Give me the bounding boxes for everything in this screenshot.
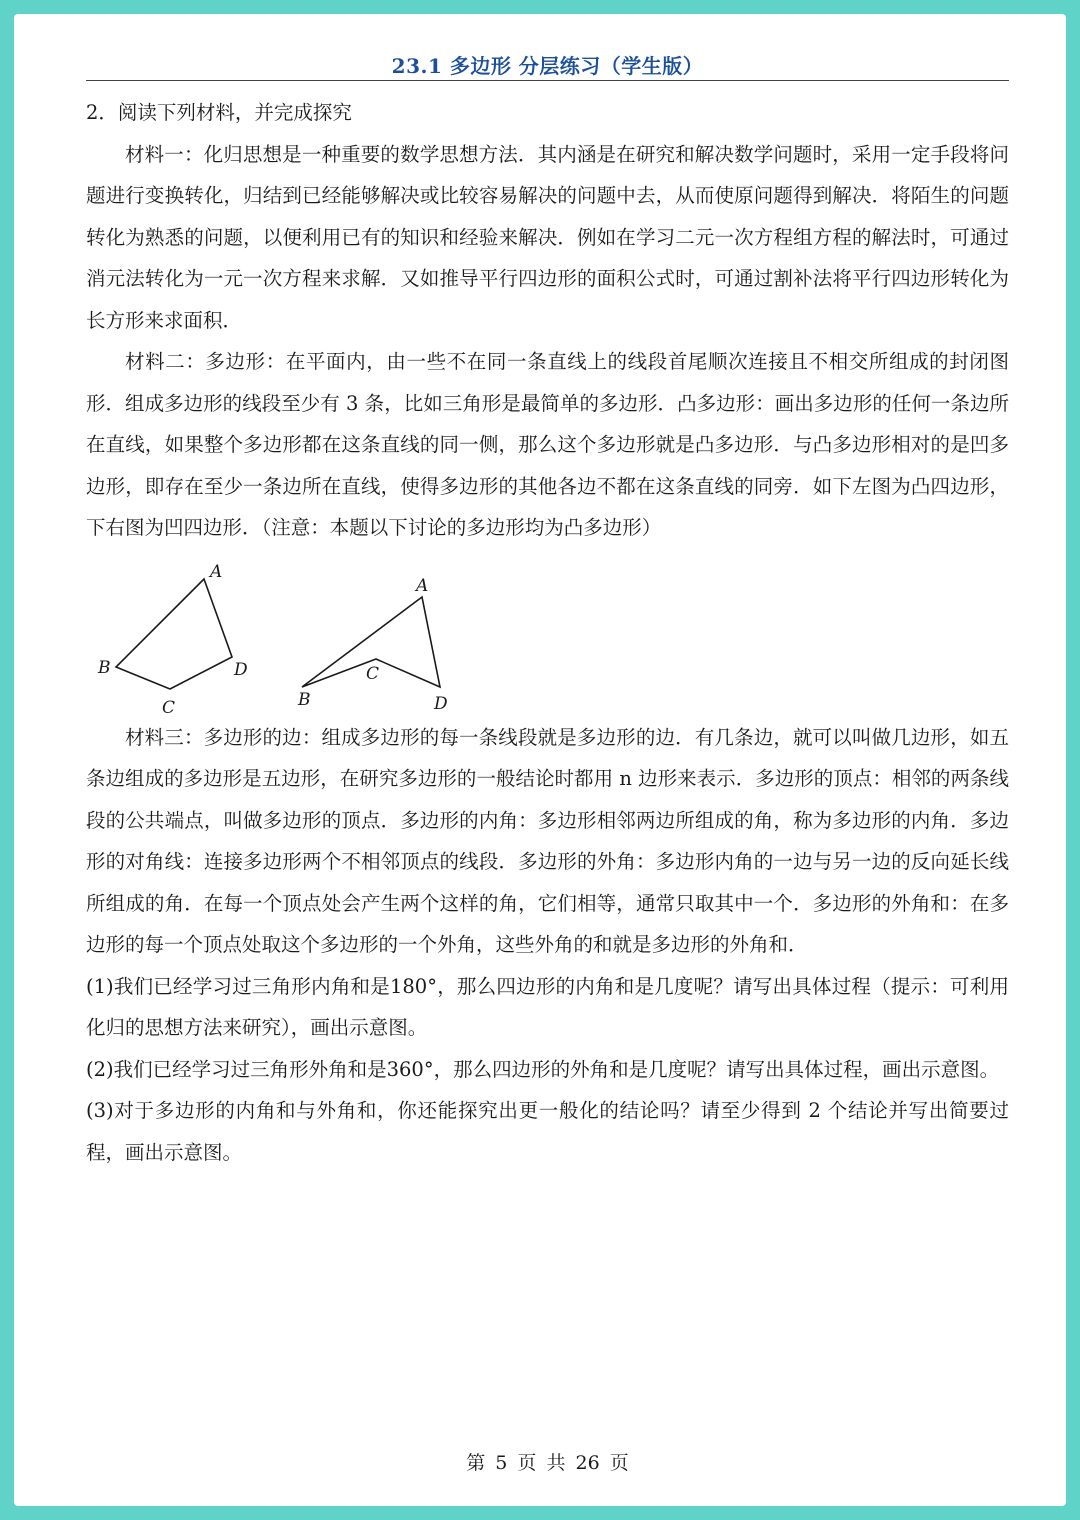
material-one: 材料一：化归思想是一种重要的数学思想方法．其内涵是在研究和解决数学问题时，采用一定手段将问题进行变换转化，归结到已经能够解决或比较容易解决的问题中去，从而使原问题得到解决．将陌生的问题转化为熟悉的问题，以便利用已有的知识和经验来解决．例如在学习二元一次方程组方程的解法时，可通过消元法转化为一元一次方程来求解．又如推导平行四边形的面积公式时，可通过割补法将平行四边形转化为长方形来求面积．: [86, 142, 1009, 332]
header-rule: [86, 80, 1009, 81]
question-3: (3)对于多边形的内角和与外角和，你还能探究出更一般化的结论吗？请至少得到 2 个结论并写出简要过程，画出示意图。: [86, 1099, 1009, 1164]
convex-label-b: B: [98, 657, 111, 678]
convex-label-a: A: [210, 561, 223, 582]
document-page: [14, 14, 1066, 1506]
convex-quadrilateral-figure: [97, 562, 248, 717]
concave-label-b: B: [298, 689, 311, 710]
convex-label-d: D: [234, 659, 248, 680]
question-1: (1)我们已经学习过三角形内角和是180°，那么四边形的内角和是几度呢？请写出具体过程（提示：可利用化归的思想方法来研究），画出示意图。: [86, 974, 1009, 1039]
material-three: 材料三：多边形的边：组成多边形的每一条线段就是多边形的边．有几条边，就可以叫做几边形，如五条边组成的多边形是五边形，在研究多边形的一般结论时都用 n 边形来表示．多边形的顶点：相邻的两条线段的公共端点，叫做多边形的顶点．多边形的内角：多边形相邻两边所组成的角，称为多边形的内角．多边形的对角线：连接多边形两个不相邻顶点的线段．多边形的外角：多边形内角的一边与另一边的反向延长线所组成的角．在每一个顶点处会产生两个这样的角，它们相等，通常只取其中一个．多边形的外角和：在多边形的每一个顶点处取这个多边形的一个外角，这些外角的和就是多边形的外角和．: [86, 725, 1009, 956]
material-two: 材料二：多边形：在平面内，由一些不在同一条直线上的线段首尾顺次连接且不相交所组成的封闭图形．组成多边形的线段至少有 3 条，比如三角形是最简单的多边形．凸多边形：画出多边形的任何一条边所在直线，如果整个多边形都在这条直线的同一侧，那么这个多边形就是凸多边形．与凸多边形相对的是凹多边形，即存在至少一条边所在直线，使得多边形的其他各边不都在这条直线的同旁．如下左图为凸四边形，下右图为凹四边形．（注意：本题以下讨论的多边形均为凸多边形）: [86, 350, 1009, 539]
concave-label-a: A: [416, 575, 429, 596]
concave-quadrilateral-figure: [297, 576, 448, 714]
concave-label-d: D: [434, 693, 448, 714]
page-header-title: 23.1 多边形 分层练习（学生版）: [391, 54, 704, 78]
problem-intro: 2．阅读下列材料，并完成探究: [86, 101, 352, 124]
concave-label-c: C: [366, 663, 380, 684]
problem-content: [86, 92, 1009, 1173]
question-2: (2)我们已经学习过三角形外角和是360°，那么四边形的外角和是几度呢？请写出具体过程，画出示意图。: [86, 1057, 1000, 1081]
quadrilateral-figures: [86, 549, 1009, 717]
page-number-footer: 第 5 页 共 26 页: [466, 1452, 629, 1474]
convex-quadrilateral-shape: [116, 579, 232, 689]
figures-svg: [86, 549, 1009, 717]
convex-label-c: C: [162, 697, 176, 717]
